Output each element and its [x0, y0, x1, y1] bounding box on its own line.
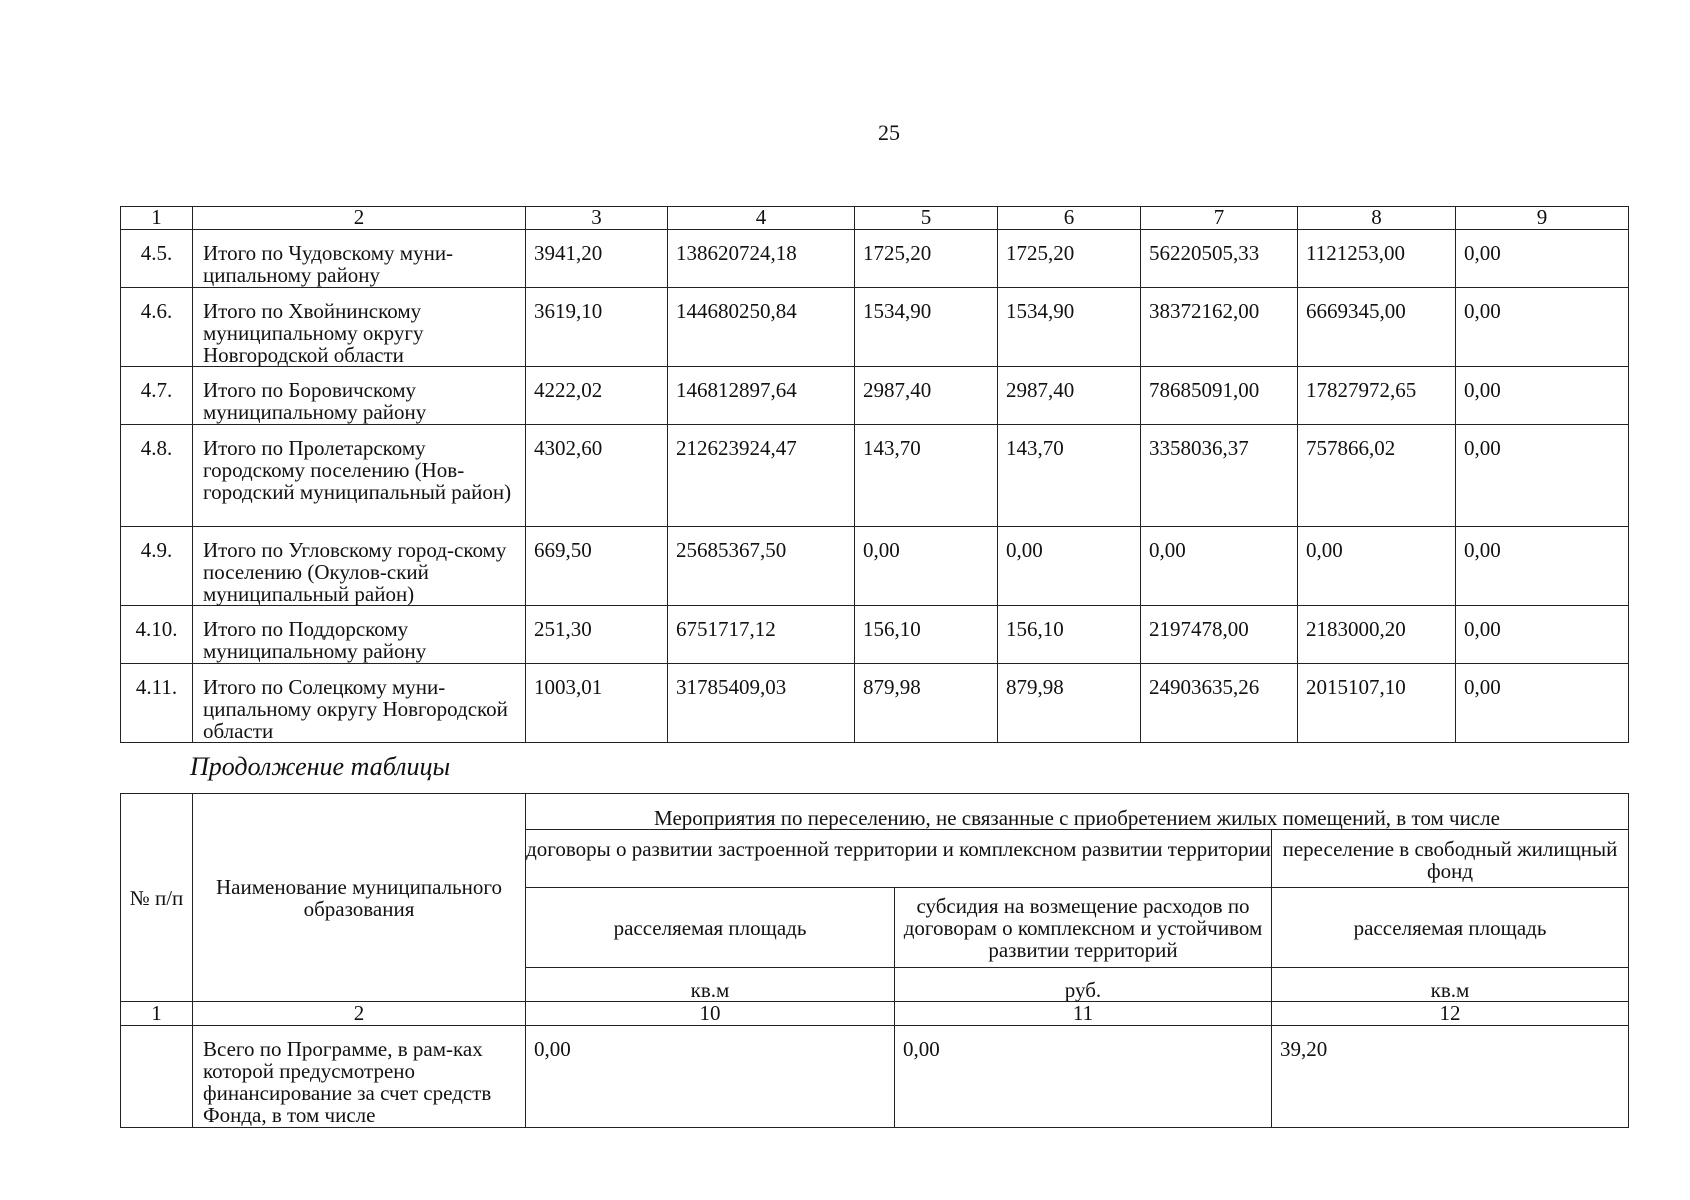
- column-number: 11: [895, 1002, 1272, 1026]
- table-cell: 6751717,12: [668, 606, 855, 664]
- municipality-name: Итого по Пролетарскому городскому поселению (Нов-городский муниципальный район): [193, 425, 526, 527]
- resettlement-table-bottom: [120, 793, 1629, 1128]
- table-cell: 17827972,65: [1298, 367, 1456, 425]
- table-cell: 0,00: [1456, 664, 1629, 743]
- table-cell: 78685091,00: [1141, 367, 1298, 425]
- table-row: [121, 1026, 1629, 1128]
- table-cell: 1725,20: [998, 230, 1141, 288]
- column-number: 10: [526, 1002, 895, 1026]
- table-continuation-caption: Продолжение таблицы: [190, 752, 451, 781]
- table-row: [121, 606, 1629, 664]
- column-number: 3: [526, 207, 668, 230]
- unit-label: кв.м: [1272, 968, 1629, 1002]
- table-row: [121, 425, 1629, 527]
- municipality-name: Итого по Поддорскому муниципальному району: [193, 606, 526, 664]
- table-cell: 143,70: [855, 425, 998, 527]
- column-number-row: [121, 207, 1629, 230]
- header-resettled-area: расселяемая площадь: [526, 888, 895, 968]
- table-cell: 0,00: [1456, 606, 1629, 664]
- column-number: 8: [1298, 207, 1456, 230]
- table-cell: 24903635,26: [1141, 664, 1298, 743]
- table-cell: 0,00: [1456, 527, 1629, 606]
- table-cell: 879,98: [998, 664, 1141, 743]
- table-cell: 879,98: [855, 664, 998, 743]
- table-cell: 251,30: [526, 606, 668, 664]
- table-cell: 143,70: [998, 425, 1141, 527]
- row-number: 4.8.: [121, 425, 193, 527]
- table-cell: 3941,20: [526, 230, 668, 288]
- table-cell: 1003,01: [526, 664, 668, 743]
- table-cell: 2197478,00: [1141, 606, 1298, 664]
- row-number: 4.7.: [121, 367, 193, 425]
- row-number: 4.10.: [121, 606, 193, 664]
- table-row: [121, 230, 1629, 288]
- column-number: 5: [855, 207, 998, 230]
- table-cell: 39,20: [1272, 1026, 1629, 1128]
- row-number: [121, 1026, 193, 1128]
- table-cell: 212623924,47: [668, 425, 855, 527]
- header-municipality-name: Наименование муниципального образования: [193, 794, 526, 1002]
- table-cell: 0,00: [1456, 425, 1629, 527]
- table-row: [121, 367, 1629, 425]
- column-number: 2: [193, 1002, 526, 1026]
- header-row-number: № п/п: [121, 794, 193, 1002]
- table-cell: 0,00: [1141, 527, 1298, 606]
- header-subsidy: субсидия на возмещение расходов по договорам о комплексном и устойчивом развитии территорий: [895, 888, 1272, 968]
- row-number: 4.6.: [121, 288, 193, 367]
- column-number: 9: [1456, 207, 1629, 230]
- column-number: 1: [121, 207, 193, 230]
- municipality-name: Всего по Программе, в рам-ках которой предусмотрено финансирование за счет средств Фонда, в том числе: [193, 1026, 526, 1128]
- table-cell: 144680250,84: [668, 288, 855, 367]
- table-cell: 6669345,00: [1298, 288, 1456, 367]
- column-number: 6: [998, 207, 1141, 230]
- column-number: 7: [1141, 207, 1298, 230]
- table-cell: 138620724,18: [668, 230, 855, 288]
- municipality-name: Итого по Угловскому город-скому поселению (Окулов-ский муниципальный район): [193, 527, 526, 606]
- municipality-name: Итого по Боровичскому муниципальному району: [193, 367, 526, 425]
- table-cell: 757866,02: [1298, 425, 1456, 527]
- column-number: 2: [193, 207, 526, 230]
- table-cell: 0,00: [895, 1026, 1272, 1128]
- column-number: 12: [1272, 1002, 1629, 1026]
- row-number: 4.11.: [121, 664, 193, 743]
- table-cell: 31785409,03: [668, 664, 855, 743]
- municipality-name: Итого по Чудовскому муни-ципальному району: [193, 230, 526, 288]
- table-cell: 2987,40: [998, 367, 1141, 425]
- header-development-contracts: договоры о развитии застроенной территории и комплексном развитии территории: [526, 830, 1272, 888]
- table-cell: 156,10: [855, 606, 998, 664]
- unit-label: кв.м: [526, 968, 895, 1002]
- table-cell: 25685367,50: [668, 527, 855, 606]
- column-number-row: [121, 1002, 1629, 1026]
- table-cell: 0,00: [1298, 527, 1456, 606]
- table-cell: 0,00: [526, 1026, 895, 1128]
- header-measures-group: Мероприятия по переселению, не связанные с приобретением жилых помещений, в том числе: [526, 794, 1629, 830]
- table-cell: 3358036,37: [1141, 425, 1298, 527]
- table-row: [121, 288, 1629, 367]
- table-cell: 0,00: [1456, 367, 1629, 425]
- table-cell: 1534,90: [998, 288, 1141, 367]
- municipality-name: Итого по Хвойнинскому муниципальному округу Новгородской области: [193, 288, 526, 367]
- table-cell: 2015107,10: [1298, 664, 1456, 743]
- table-cell: 4222,02: [526, 367, 668, 425]
- table-cell: 2183000,20: [1298, 606, 1456, 664]
- column-number: 4: [668, 207, 855, 230]
- municipality-name: Итого по Солецкому муни-ципальному округу Новгородской области: [193, 664, 526, 743]
- table-row: [121, 664, 1629, 743]
- header-row: [121, 794, 1629, 830]
- table-row: [121, 527, 1629, 606]
- table-cell: 2987,40: [855, 367, 998, 425]
- header-resettled-area: расселяемая площадь: [1272, 888, 1629, 968]
- table-cell: 146812897,64: [668, 367, 855, 425]
- resettlement-table-top: [120, 206, 1629, 743]
- table-cell: 1725,20: [855, 230, 998, 288]
- unit-label: руб.: [895, 968, 1272, 1002]
- row-number: 4.9.: [121, 527, 193, 606]
- table-cell: 4302,60: [526, 425, 668, 527]
- table-cell: 0,00: [855, 527, 998, 606]
- table-cell: 156,10: [998, 606, 1141, 664]
- table-cell: 1534,90: [855, 288, 998, 367]
- table-cell: 56220505,33: [1141, 230, 1298, 288]
- table-cell: 1121253,00: [1298, 230, 1456, 288]
- table-cell: 0,00: [1456, 288, 1629, 367]
- table-cell: 669,50: [526, 527, 668, 606]
- table-cell: 0,00: [998, 527, 1141, 606]
- column-number: 1: [121, 1002, 193, 1026]
- header-free-housing-fund: переселение в свободный жилищный фонд: [1272, 830, 1629, 888]
- row-number: 4.5.: [121, 230, 193, 288]
- table-cell: 0,00: [1456, 230, 1629, 288]
- table-cell: 3619,10: [526, 288, 668, 367]
- table-cell: 38372162,00: [1141, 288, 1298, 367]
- page-number: 25: [878, 120, 900, 145]
